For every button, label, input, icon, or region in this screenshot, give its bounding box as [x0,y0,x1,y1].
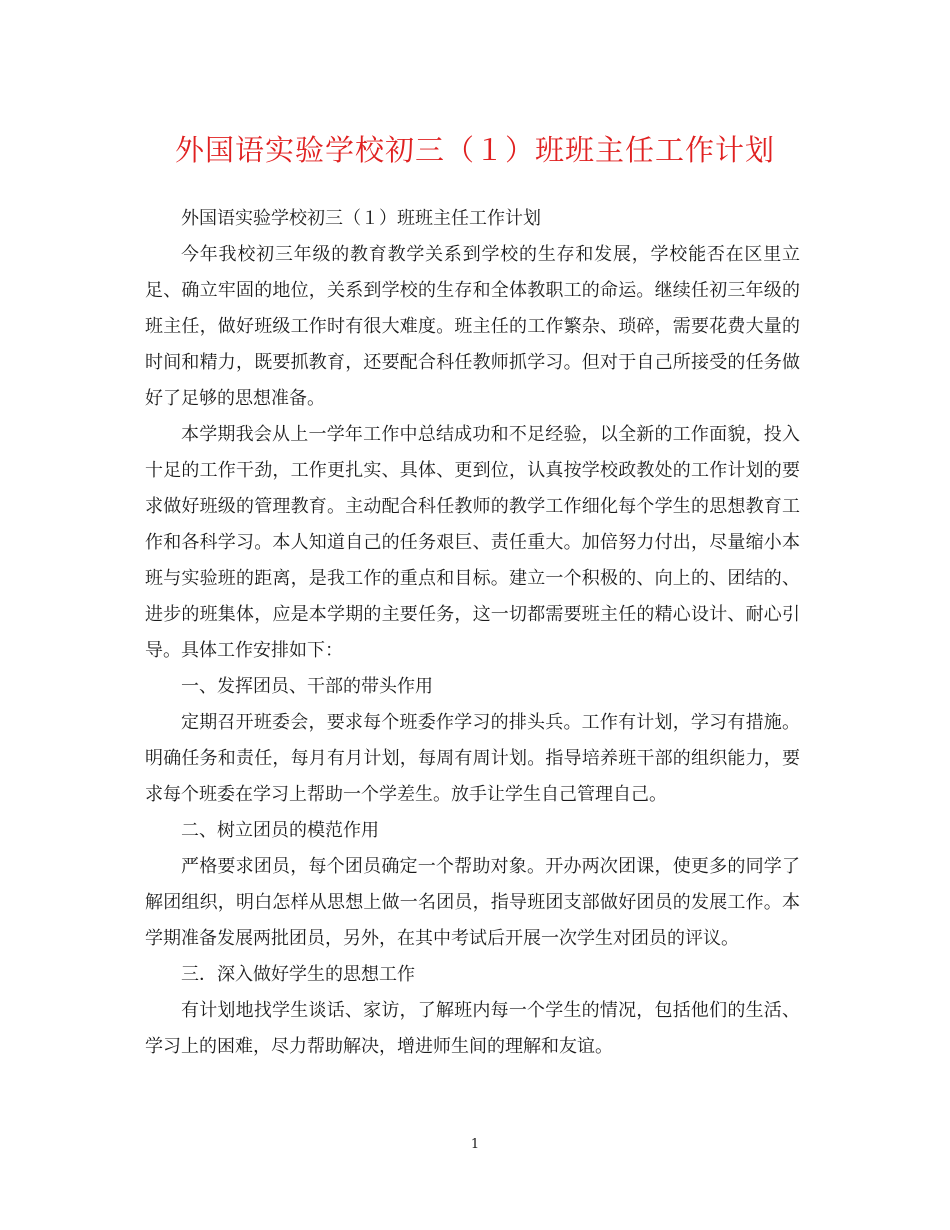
section-heading-2: 二、树立团员的模范作用 [181,820,379,841]
subtitle-paragraph: 外国语实验学校初三（１）班班主任工作计划 [181,208,541,229]
section-3-paragraph: 有计划地找学生谈话、家访，了解班内每一个学生的情况，包括他们的生活、学习上的困难，尽力帮助解决，增进师生间的理解和友谊。 [145,1000,800,1057]
section-heading-1: 一、发挥团员、干部的带头作用 [181,676,433,697]
intro-paragraph: 今年我校初三年级的教育教学关系到学校的生存和发展，学校能否在区里立足、确立牢固的地位，关系到学校的生存和全体教职工的命运。继续任初三年级的班主任，做好班级工作时有很大难度。班主任的工作繁杂、琐碎，需要花费大量的时间和精力，既要抓教育，还要配合科任教师抓学习。但对于自己所接受的任务做好了足够的思想准备。 [145,244,800,409]
page-number: 1 [470,1137,480,1152]
section-2-paragraph: 严格要求团员，每个团员确定一个帮助对象。开办两次团课，使更多的同学了解团组织，明白怎样从思想上做一名团员，指导班团支部做好团员的发展工作。本学期准备发展两批团员，另外，在其中考试后开展一次学生对团员的评议。 [145,856,800,949]
document-body [145,201,800,1065]
plan-paragraph: 本学期我会从上一学年工作中总结成功和不足经验，以全新的工作面貌，投入十足的工作干劲，工作更扎实、具体、更到位，认真按学校政教处的工作计划的要求做好班级的管理教育。主动配合科任教师的教学工作细化每个学生的思想教育工作和各科学习。本人知道自己的任务艰巨、责任重大。加倍努力付出，尽量缩小本班与实验班的距离，是我工作的重点和目标。建立一个积极的、向上的、团结的、进步的班集体，应是本学期的主要任务，这一切都需要班主任的精心设计、耐心引导。具体工作安排如下： [145,424,800,661]
section-1-paragraph: 定期召开班委会，要求每个班委作学习的排头兵。工作有计划，学习有措施。明确任务和责任，每月有月计划，每周有周计划。指导培养班干部的组织能力，要求每个班委在学习上帮助一个学差生。放手让学生自己管理自己。 [145,712,800,805]
document-title: 外国语实验学校初三（１）班班主任工作计划 [174,133,775,167]
section-heading-3: 三．深入做好学生的思想工作 [181,964,415,985]
